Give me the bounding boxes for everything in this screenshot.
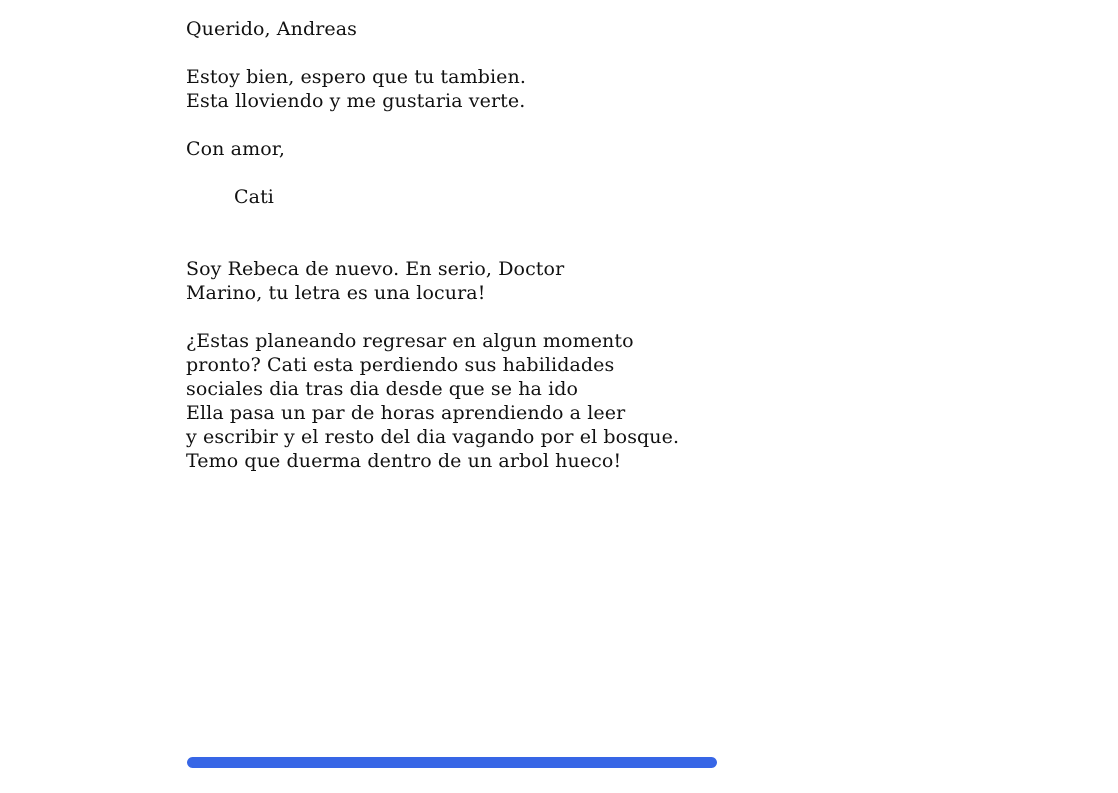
note-line: Temo que duerma dentro de un arbol hueco!: [186, 450, 622, 472]
letter-body-line: Esta lloviendo y me gustaria verte.: [186, 90, 526, 112]
letter-signature: Cati: [234, 186, 274, 208]
letter-closing: Con amor,: [186, 138, 285, 160]
note-line: pronto? Cati esta perdiendo sus habilidades: [186, 354, 615, 376]
letter-greeting: Querido, Andreas: [186, 18, 358, 40]
reading-progress-fill: [187, 757, 717, 768]
letter-text: [186, 17, 786, 473]
letter-body-line: Estoy bien, espero que tu tambien.: [186, 66, 526, 88]
note-line: sociales dia tras dia desde que se ha ido: [186, 378, 579, 400]
note-line: y escribir y el resto del dia vagando por el bosque.: [186, 426, 680, 448]
note-line: Ella pasa un par de horas aprendiendo a leer: [186, 402, 626, 424]
reading-progress-bar[interactable]: [187, 757, 717, 768]
note-line: Marino, tu letra es una locura!: [186, 282, 486, 304]
note-line: ¿Estas planeando regresar en algun momento: [186, 330, 634, 352]
note-line: Soy Rebeca de nuevo. En serio, Doctor: [186, 258, 565, 280]
